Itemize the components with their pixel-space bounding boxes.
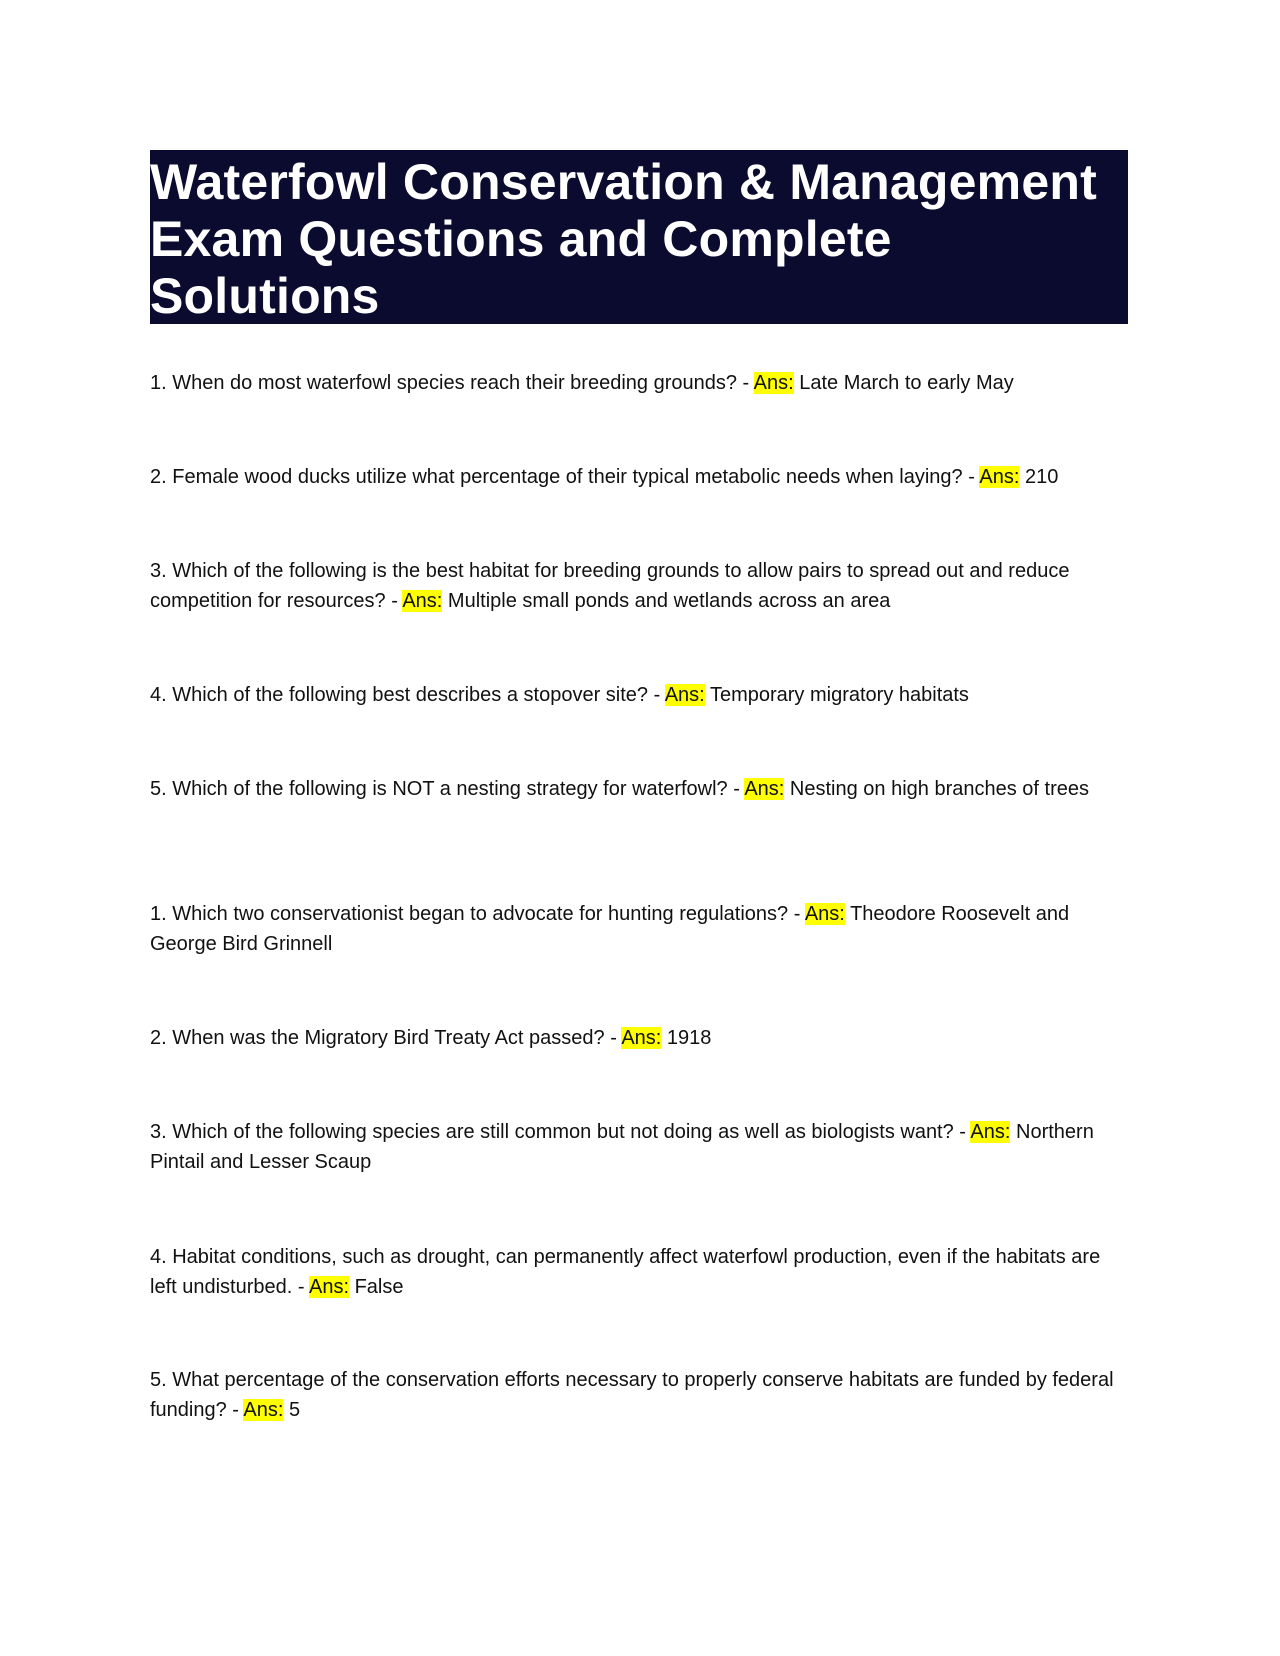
qa-item-10 (150, 1365, 1130, 1425)
answer-label: Ans: (744, 778, 785, 800)
answer-text: Temporary migratory habitats (704, 684, 969, 706)
answer-label: Ans: (621, 1027, 662, 1049)
question-text: 3. Which of the following is the best habitat for breeding grounds to allow pairs to spread out and reduce competition for resources? - (150, 560, 1070, 612)
qa-item-9 (150, 1242, 1130, 1302)
answer-text: False (349, 1276, 404, 1298)
question-text: 5. Which of the following is NOT a nesting strategy for waterfowl? - (150, 778, 745, 800)
answer-label: Ans: (243, 1399, 284, 1421)
answer-label: Ans: (308, 1276, 350, 1298)
qa-item-2 (150, 462, 1130, 492)
qa-item-5 (150, 774, 1130, 804)
answer-label: Ans: (402, 590, 443, 612)
qa-item-6 (150, 899, 1130, 959)
answer-text: 1918 (661, 1027, 712, 1049)
qa-item-8 (150, 1117, 1130, 1177)
answer-text: Multiple small ponds and wetlands across an area (442, 590, 891, 612)
answer-label: Ans: (970, 1121, 1011, 1143)
qa-item-7 (150, 1023, 1130, 1053)
answer-text: Theodore Roosevelt and George Bird Grinnell (150, 903, 1070, 955)
question-text: 3. Which of the following species are still common but not doing as well as biologists want? - (150, 1121, 971, 1143)
qa-item-3 (150, 556, 1130, 616)
question-text: 4. Which of the following best describes a stopover site? - (150, 684, 665, 706)
question-text: 2. Female wood ducks utilize what percentage of their typical metabolic needs when laying? - (150, 466, 980, 488)
qa-item-4 (150, 680, 1130, 710)
answer-text: Nesting on high branches of trees (784, 778, 1090, 800)
question-text: 5. What percentage of the conservation efforts necessary to properly conserve habitats are funded by federal funding? - (150, 1369, 1114, 1421)
answer-text: 5 (283, 1399, 301, 1421)
qa-item-1 (150, 368, 1130, 398)
answer-label: Ans: (804, 903, 845, 925)
answer-text: 210 (1019, 466, 1059, 488)
answer-text: Northern Pintail and Lesser Scaup (150, 1121, 1094, 1173)
answer-label: Ans: (753, 372, 794, 394)
answer-label: Ans: (979, 466, 1020, 488)
question-text: 4. Habitat conditions, such as drought, can permanently affect waterfowl production, even if the habitats are left undisturbed. - (150, 1246, 1101, 1298)
title-banner (150, 150, 1128, 324)
question-text: 2. When was the Migratory Bird Treaty Act passed? - (150, 1027, 622, 1049)
document-title: Waterfowl Conservation & Management Exam Questions and Complete Solutions (150, 154, 1097, 324)
answer-label: Ans: (664, 684, 705, 706)
answer-text: Late March to early May (793, 372, 1014, 394)
question-text: 1. When do most waterfowl species reach their breeding grounds? - (150, 372, 754, 394)
question-text: 1. Which two conservationist began to advocate for hunting regulations? - (150, 903, 805, 925)
